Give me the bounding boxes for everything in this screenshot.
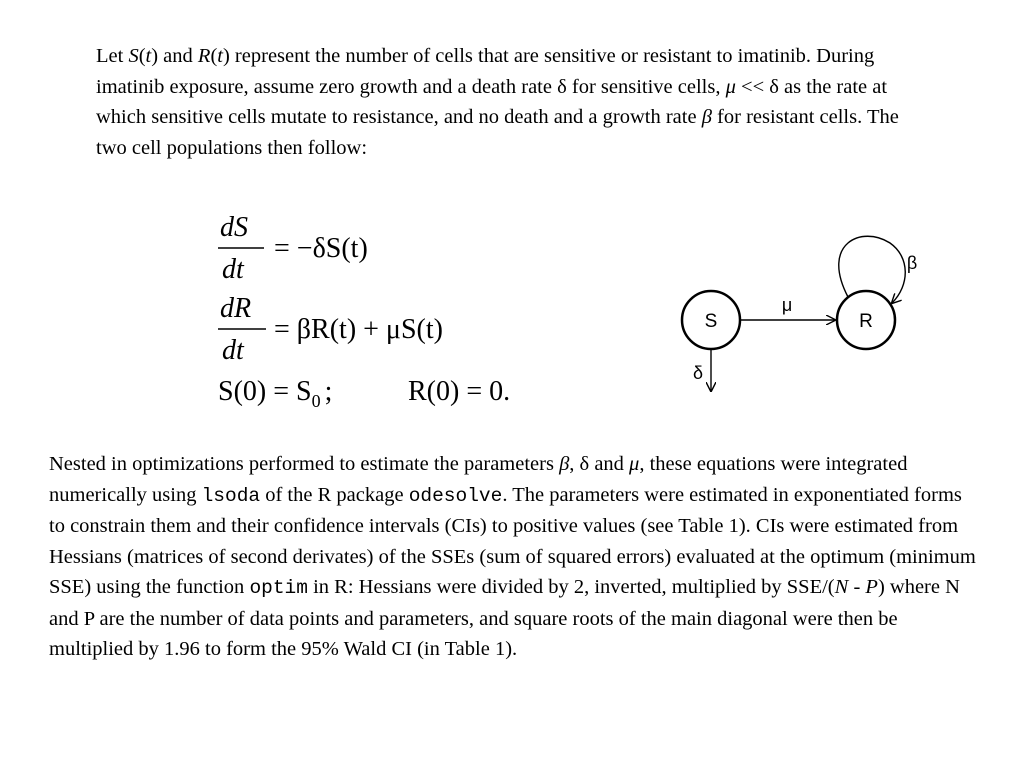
eq2-rhs: = βR(t) + μS(t) [274, 314, 443, 345]
eq3-separator: ; [324, 376, 333, 407]
eq3-lhs [218, 376, 332, 411]
text-segment: ( [138, 45, 146, 67]
var-P: P [865, 576, 878, 598]
code-odesolve: odesolve [408, 484, 503, 507]
compartment-diagram [670, 225, 930, 400]
text-segment: ) and [151, 45, 198, 67]
var-mu: μ [629, 453, 640, 475]
var-t: t [217, 45, 223, 67]
var-beta: β [559, 453, 570, 475]
text-segment: . The parameters were estimated in exponentiated forms to constrain them and their confidence intervals (CIs) to positive values (see Table 1). CIs were estimated from Hessians (matrices of second derivates) of the SSEs (sum of squared errors) evaluated at the optimum (minimum SSE) using the function [49, 483, 976, 598]
eq1-numerator: dS [220, 212, 248, 243]
eq2-denominator: dt [222, 335, 244, 366]
var-R: R [197, 45, 211, 67]
eq1-denominator: dt [222, 254, 244, 285]
var-N: N [834, 576, 849, 598]
text-segment: , δ and [569, 453, 630, 475]
var-t: t [145, 45, 152, 67]
text-segment: << δ as the rate at which sensitive cells mutate to resistance, and no death and a growth rate [96, 75, 888, 128]
text-segment: ) where N and P are the number of data points and parameters, and square roots of the main diagonal were then be multiplied by 1.96 to form the 95% Wald CI (in Table 1). [49, 576, 960, 660]
code-lsoda: lsoda [201, 484, 261, 507]
mu-label: μ [781, 295, 793, 315]
var-S: S [128, 45, 139, 67]
eq3-rhs: R(0) = 0. [408, 376, 511, 407]
text-segment: ( [210, 45, 218, 67]
var-beta: β [701, 106, 712, 128]
text-segment: ) represent the number of cells that are sensitive or resistant to imatinib. During imatinib exposure, assume zero growth and a death rate δ for sensitive cells, [96, 45, 875, 98]
beta-label: β [906, 253, 918, 273]
var-mu: μ [725, 75, 736, 98]
code-optim: optim [249, 577, 308, 599]
text-segment: Nested in optimizations performed to estimate the parameters [49, 453, 560, 475]
delta-label: δ [692, 363, 704, 383]
text-segment: for resistant cells. The two cell populations then follow: [96, 106, 899, 159]
text-segment: in R: Hessians were divided by 2, inverted, multiplied by SSE/( [307, 576, 835, 598]
text-segment: , these equations were integrated numerically using [49, 453, 908, 506]
eq1-rhs: = −δS(t) [274, 233, 368, 264]
eq3-subscript: 0 [311, 391, 321, 411]
intro-paragraph [96, 41, 926, 163]
node-S-label: S [704, 311, 718, 332]
eq3-lhs-text: S(0) = S [218, 376, 312, 407]
text-segment: Let [96, 45, 129, 67]
text-segment: of the R package [260, 483, 409, 506]
methods-paragraph [49, 449, 979, 665]
text-segment: - [848, 576, 866, 598]
node-R-label: R [859, 311, 873, 332]
equation-block [212, 205, 572, 415]
eq2-numerator: dR [220, 293, 252, 324]
